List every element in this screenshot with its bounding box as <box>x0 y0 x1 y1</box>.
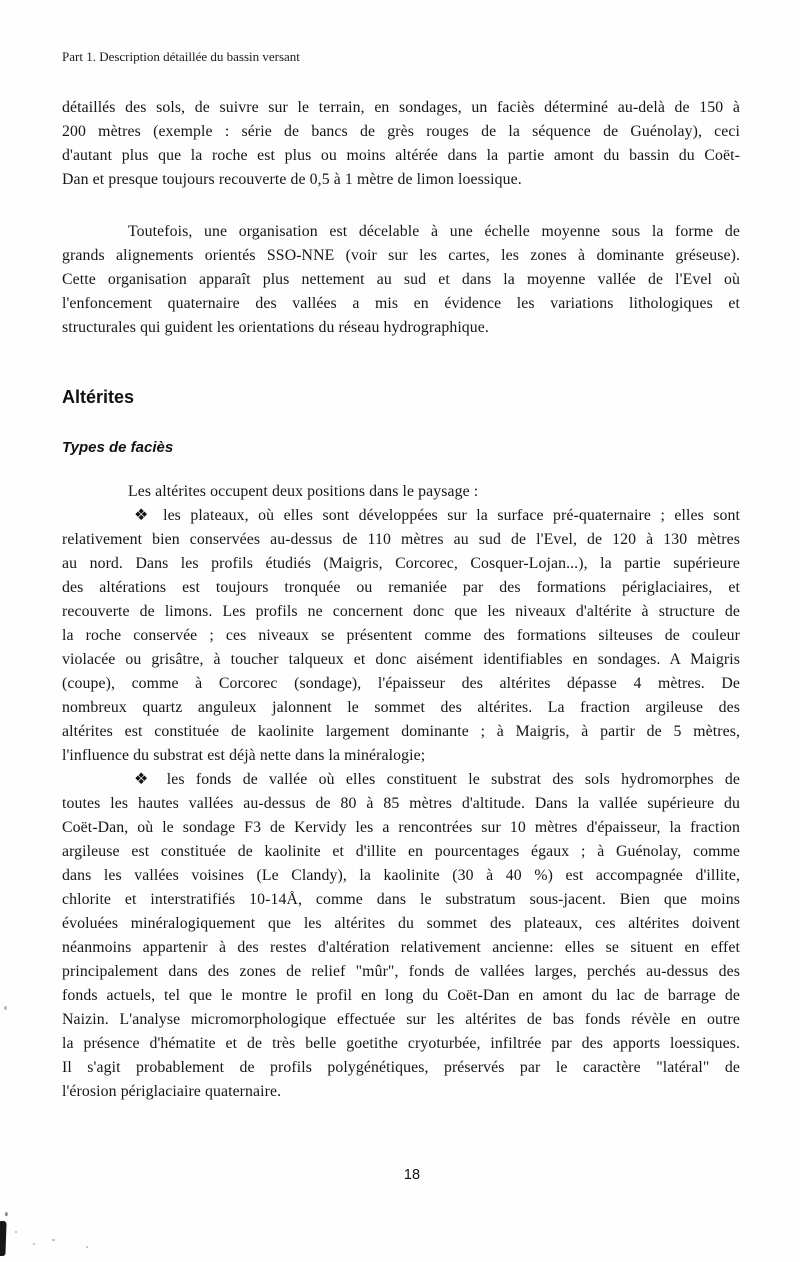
text-line: ❖ les plateaux, où elles sont développées sur la surface pré-quaternaire ; elles sont <box>134 507 740 524</box>
text-line: d'autant plus que la roche est plus ou moins altérée dans la partie amont du bassin du Coët- <box>62 147 740 164</box>
bullet-paragraph-plateaux <box>62 504 740 768</box>
scan-speck <box>33 1243 35 1245</box>
text-line: détaillés des sols, de suivre sur le terrain, en sondages, un faciès déterminé au-delà de 150 à <box>62 99 740 116</box>
scan-speck <box>86 1246 88 1248</box>
text-line: Toutefois, une organisation est décelable à une échelle moyenne sous la forme de <box>128 223 740 240</box>
scan-speck <box>52 1239 55 1241</box>
text-line: dans les vallées voisines (Le Clandy), la kaolinite (30 à 40 %) est accompagnée d'illite, <box>62 867 740 884</box>
text-line: toutes les hautes vallées au-dessus de 80 à 85 mètres d'altitude. Dans la vallée supérieure du <box>62 795 740 812</box>
text-line: relativement bien conservées au-dessus de 110 mètres au sud de l'Evel, de 120 à 130 mètres <box>62 531 740 548</box>
text-line: Naizin. L'analyse micromorphologique effectuée sur les altérites de bas fonds révèle en outre <box>62 1011 740 1028</box>
text-line: fonds actuels, tel que le montre le profil en long du Coët-Dan en amont du lac de barrage de <box>62 987 740 1004</box>
scan-speck <box>15 1231 17 1233</box>
text-line: 200 mètres (exemple : série de bancs de grès rouges de la séquence de Guénolay), ceci <box>62 123 740 140</box>
running-header: Part 1. Description détaillée du bassin versant <box>62 49 300 64</box>
bullet-paragraph-fonds-de-vallee <box>62 768 740 1104</box>
body-paragraph-1 <box>62 96 740 192</box>
intro-line <box>62 480 740 504</box>
text-line: nombreux quartz anguleux jalonnent le sommet des altérites. La fraction argileuse des <box>62 699 740 716</box>
section-heading-alterites: Altérites <box>62 387 135 407</box>
text-line: des altérations est toujours tronquée ou remaniée par des formations périglaciaires, et <box>62 579 740 596</box>
text-line: Coët-Dan, où le sondage F3 de Kervidy les a rencontrées sur 10 mètres d'épaisseur, la fraction <box>62 819 740 836</box>
text-line: Dan et presque toujours recouverte de 0,5 à 1 mètre de limon loessique. <box>62 171 522 188</box>
text-line: Il s'agit probablement de profils polygénétiques, préservés par le caractère "latéral" de <box>62 1059 740 1076</box>
text-line: évoluées minéralogiquement que les altérites du sommet des plateaux, ces altérites doivent <box>62 915 740 932</box>
text-line: au nord. Dans les profils étudiés (Maigris, Corcorec, Cosquer-Lojan...), la partie supérieure <box>62 555 740 572</box>
text-line: la présence d'hématite et de très belle goetithe cryoturbée, infiltrée par des apports loessiques. <box>62 1035 740 1052</box>
text-line: argileuse est constituée de kaolinite et d'illite en pourcentages égaux ; à Guénolay, comme <box>62 843 740 860</box>
text-line: principalement dans des zones de relief "mûr", fonds de vallées larges, perchés au-dessus des <box>62 963 740 980</box>
text-line: chlorite et interstratifiés 10-14Å, comme dans le substratum sous-jacent. Bien que moins <box>62 891 740 908</box>
page-number: 18 <box>403 1167 421 1183</box>
text-line: recouverte de limons. Les profils ne concernent donc que les niveaux d'altérite à structure de <box>62 603 740 620</box>
text-line: grands alignements orientés SSO-NNE (voir sur les cartes, les zones à dominante gréseuse). <box>62 247 740 264</box>
text-line: Cette organisation apparaît plus nettement au sud et dans la moyenne vallée de l'Evel où <box>62 271 740 288</box>
text-line: violacée ou grisâtre, à toucher talqueux et donc aisément identifiables en sondages. A Maigris <box>62 651 740 668</box>
text-line: néanmoins appartenir à des restes d'altération relativement ancienne: elles se situent en effet <box>62 939 740 956</box>
text-line: l'érosion périglaciaire quaternaire. <box>62 1083 282 1100</box>
scan-speck <box>4 1006 7 1010</box>
text-line: ❖ les fonds de vallée où elles constituent le substrat des sols hydromorphes de <box>134 771 740 788</box>
scan-artifact-corner <box>0 1221 7 1256</box>
subsection-heading-types-de-facies: Types de faciès <box>62 439 174 456</box>
text-line: structurales qui guident les orientations du réseau hydrographique. <box>62 319 489 336</box>
body-paragraph-2 <box>62 220 740 340</box>
text-line: l'influence du substrat est déjà nette dans la minéralogie; <box>62 747 426 764</box>
text-line: la roche conservée ; ces niveaux se présentent comme des formations silteuses de couleur <box>62 627 740 644</box>
text-line: l'enfoncement quaternaire des vallées a mis en évidence les variations lithologiques et <box>62 295 740 312</box>
text-line: Les altérites occupent deux positions dans le paysage : <box>128 483 479 500</box>
text-line: (coupe), comme à Corcorec (sondage), l'épaisseur des altérites dépasse 4 mètres. De <box>62 675 740 692</box>
text-line: altérites est constituée de kaolinite largement dominante ; à Maigris, à partir de 5 mètres, <box>62 723 740 740</box>
alterites-section-body <box>62 480 740 1104</box>
